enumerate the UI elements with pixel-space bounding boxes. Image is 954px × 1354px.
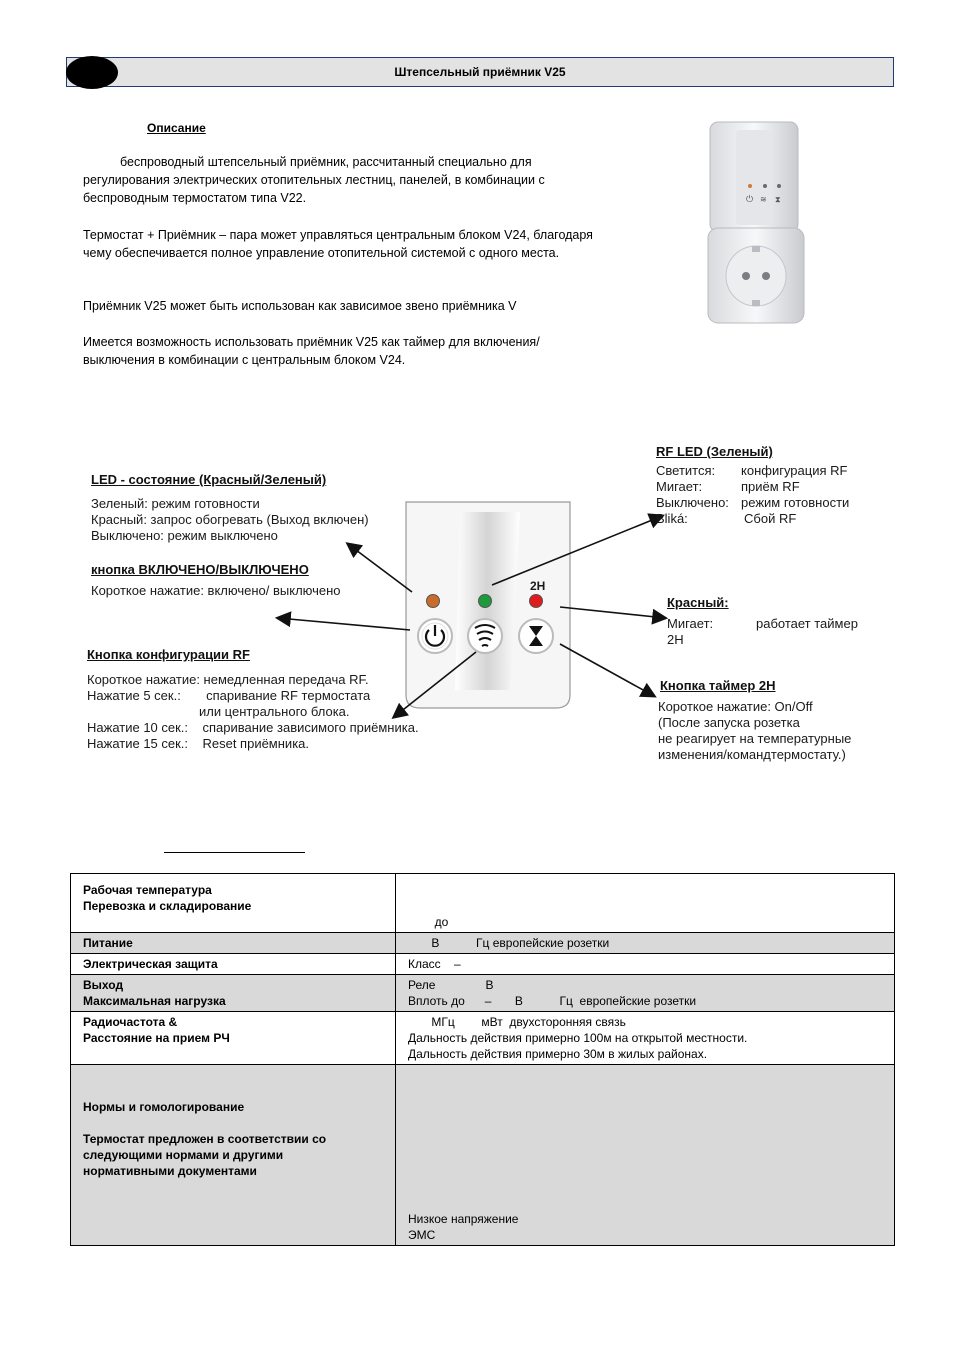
led-status-title: LED - состояние (Красный/Зеленый)	[91, 472, 327, 487]
power-button-line: Короткое нажатие: включено/ выключено	[91, 583, 341, 598]
power-button-title: кнопка ВКЛЮЧЕНО/ВЫКЛЮЧЕНО	[91, 562, 309, 577]
timer-button-line: (После запуска розетка	[658, 715, 800, 730]
description-paragraph-1: беспроводный штепсельный приёмник, рассчитанный специально для регулирования электрических отопительных лестниц, панелей, в комбинации с беспроводным термостатом типа V22.	[83, 155, 545, 205]
timer-button-title: Кнопка таймер 2H	[660, 678, 776, 693]
rf-led-meaning: режим готовности	[741, 495, 850, 510]
rf-led-state: Светится:	[656, 463, 716, 478]
rf-config-line: Нажатие 5 сек.: спаривание RF термостата	[87, 688, 371, 703]
spec-value: до	[408, 915, 449, 929]
rf-led-meaning: приём RF	[741, 479, 800, 494]
spec-label: следующими нормами и другими	[83, 1148, 284, 1162]
timer-button-line: не реагирует на температурные	[658, 731, 852, 746]
rf-led-meaning: конфигурация RF	[741, 463, 848, 478]
spec-label-cell	[71, 1065, 396, 1246]
rf-config-title: Кнопка конфигурации RF	[87, 647, 250, 662]
spec-value	[408, 1147, 882, 1163]
arrow-red-led	[560, 607, 665, 618]
spec-value	[408, 898, 882, 914]
rf-led-state: Выключено:	[656, 495, 729, 510]
rf-config-line: Короткое нажатие: немедленная передача RF.	[87, 672, 369, 687]
spec-value: Вплоть до – В Гц европейские розетки	[408, 994, 697, 1008]
spec-label: Электрическая защита	[83, 957, 218, 971]
red-led-title: Красный:	[667, 595, 729, 610]
rf-led-state: Мигает:	[656, 479, 703, 494]
spec-label	[83, 1211, 383, 1227]
rf-led-meaning: Сбой RF	[744, 511, 797, 526]
spec-value-cell	[396, 1065, 895, 1246]
spec-label: Термостат предложен в соответствии со	[83, 1132, 327, 1146]
specs-table	[70, 873, 895, 1246]
description-paragraph-3: Приёмник V25 может быть использован как зависимое звено приёмника V	[83, 299, 517, 313]
spec-value: Класс –	[408, 957, 461, 971]
spec-value: Дальность действия примерно 100м на открытой местности.	[408, 1031, 748, 1045]
product-photo	[706, 118, 806, 328]
spec-row	[71, 874, 895, 933]
spec-value-cell	[396, 975, 895, 1012]
rf-led-title: RF LED (Зеленый)	[656, 444, 773, 459]
control-panel-diagram	[80, 440, 880, 770]
description-paragraph-4: Имеется возможность использовать приёмник V25 как таймер для включения/выключения в комбинации с центральным блоком V24.	[83, 335, 540, 367]
spec-label: Расстояние на прием РЧ	[83, 1031, 230, 1045]
spec-label: Выход	[83, 978, 124, 992]
svg-text:⧗: ⧗	[775, 195, 781, 204]
spec-label: Питание	[83, 936, 133, 950]
spec-label-cell	[71, 933, 396, 954]
arrow-power-button	[278, 618, 410, 630]
spec-row	[71, 1012, 895, 1065]
spec-value: В Гц европейские розетки	[408, 936, 610, 950]
led-status-indicator	[427, 595, 440, 608]
spec-value	[408, 1099, 882, 1115]
spec-label: Рабочая температура	[83, 883, 212, 897]
spec-value: Низкое напряжение	[408, 1212, 519, 1226]
spec-value	[408, 1179, 882, 1195]
spec-value-cell	[396, 954, 895, 975]
spec-label: нормативными документами	[83, 1164, 257, 1178]
spec-value: Дальность действия примерно 30м в жилых районах.	[408, 1047, 708, 1061]
description-paragraph-2: Термостат + Приёмник – пара может управляться центральным блоком V24, благодаря чему обеспечивается полное управление отопительной системой с одного места.	[83, 228, 593, 260]
timer-button-line: Короткое нажатие: On/Off	[658, 699, 813, 714]
page-title: Штепсельный приёмник V25	[394, 65, 566, 79]
spec-value	[408, 882, 882, 898]
spec-label	[83, 1083, 383, 1099]
spec-label: Нормы и гомологирование	[83, 1100, 245, 1114]
rf-config-line: Нажатие 10 сек.: спаривание зависимого приёмника.	[87, 720, 419, 735]
spec-label-cell	[71, 1012, 396, 1065]
description-heading: Описание	[147, 121, 206, 135]
led-status-line: Зеленый: режим готовности	[91, 496, 260, 511]
spec-value: МГц мВт двухсторонняя связь	[408, 1015, 626, 1029]
timer-led-indicator	[530, 595, 543, 608]
rf-led-state: Bliká:	[656, 511, 688, 526]
red-led-state: Мигает:	[667, 616, 714, 631]
spec-value	[408, 1067, 882, 1083]
rf-led-indicator	[479, 595, 492, 608]
red-led-meaning: работает таймер	[756, 616, 858, 631]
spec-value	[408, 1195, 882, 1211]
spec-label	[83, 1115, 383, 1131]
rf-config-line: Нажатие 15 сек.: Reset приёмника.	[87, 736, 310, 751]
spec-row	[71, 933, 895, 954]
timer-button-line: изменения/командтермостату.)	[658, 747, 846, 762]
spec-label-cell	[71, 975, 396, 1012]
spec-value-cell	[396, 1012, 895, 1065]
spec-value: Реле В	[408, 978, 494, 992]
timer-button-graphic	[519, 619, 553, 653]
arrow-timer-button	[560, 644, 654, 696]
spec-label	[83, 1195, 383, 1211]
spec-label-cell	[71, 954, 396, 975]
spec-value	[408, 1163, 882, 1179]
device-2h-label: 2H	[530, 579, 546, 593]
spec-value-cell	[396, 933, 895, 954]
spec-label	[83, 1067, 383, 1083]
arrow-led-status	[348, 544, 412, 592]
spec-value	[408, 1083, 882, 1099]
spec-value-cell	[396, 874, 895, 933]
spec-label	[83, 1179, 383, 1195]
spec-label: Максимальная нагрузка	[83, 994, 226, 1008]
svg-text:≋: ≋	[760, 195, 767, 204]
spec-label: Радиочастота &	[83, 1015, 178, 1029]
section-rule	[164, 852, 305, 853]
spec-label: Перевозка и складирование	[83, 899, 252, 913]
led-status-line: Выключено: режим выключено	[91, 528, 278, 543]
spec-row	[71, 1065, 895, 1246]
spec-row	[71, 954, 895, 975]
rf-config-line: или центрального блока.	[87, 704, 350, 719]
spec-label-cell	[71, 874, 396, 933]
led-status-line: Красный: запрос обогревать (Выход включен)	[91, 512, 369, 527]
spec-row	[71, 975, 895, 1012]
svg-text:⏻: ⏻	[746, 195, 754, 205]
spec-value: ЭМС	[408, 1228, 436, 1242]
spec-value	[408, 1131, 882, 1147]
spec-value	[408, 1115, 882, 1131]
red-led-suffix: 2H	[667, 632, 684, 647]
